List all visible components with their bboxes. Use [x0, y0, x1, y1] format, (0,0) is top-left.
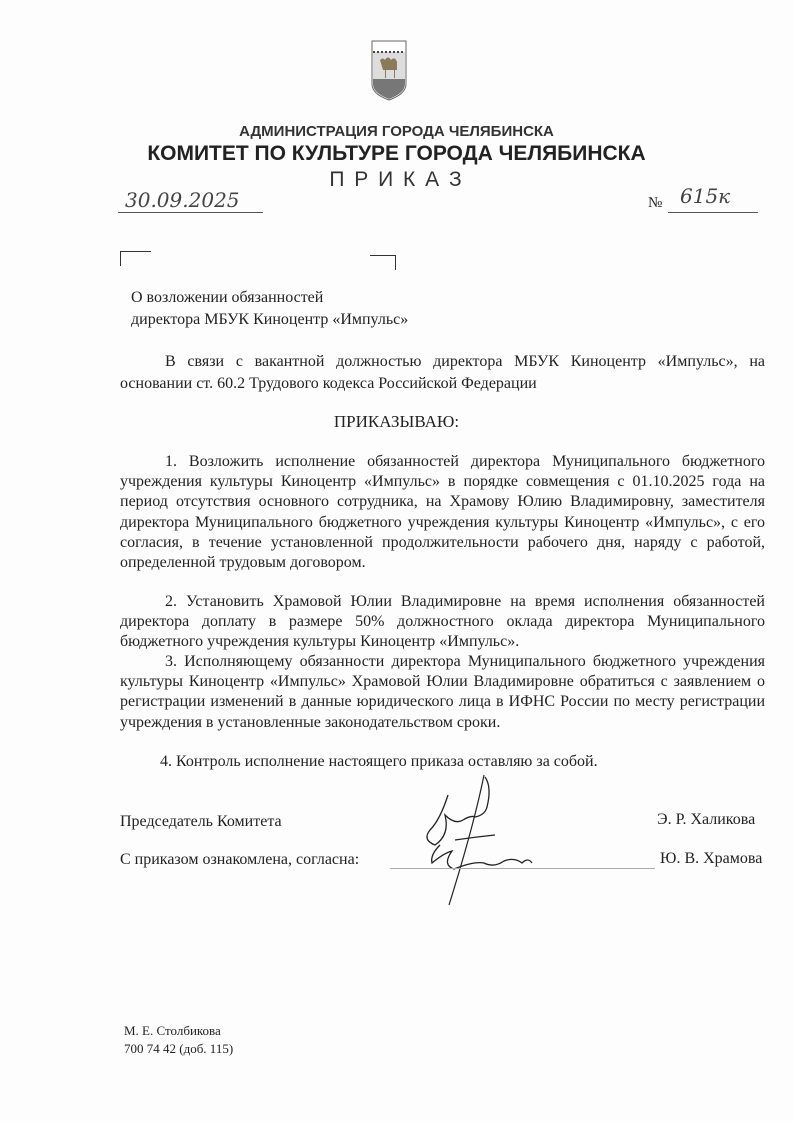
administration-heading: АДМИНИСТРАЦИЯ ГОРОДА ЧЕЛЯБИНСКА — [239, 123, 554, 140]
handwritten-number: 615к — [680, 184, 731, 208]
order-word: ПРИКАЗЫВАЮ: — [333, 412, 460, 431]
acknowledgement-label: С приказом ознакомлена, согласна: — [120, 851, 360, 868]
acknowledgement-name: Ю. В. Храмова — [660, 850, 763, 867]
order-subject — [131, 287, 408, 331]
handwritten-date: 30.09.2025 — [125, 188, 240, 212]
subject-line: директора МБУК Киноцентр «Импульс» — [131, 311, 409, 328]
chair-name: Э. Р. Халикова — [657, 811, 756, 828]
executor-phone: 700 74 42 (доб. 115) — [124, 1041, 234, 1056]
order-item-3: 3. Исполняющему обязанности директора Муниципального бюджетного учреждения культуры Киноцентр «Импульс» Храмовой Юлии Владимировне обратиться с заявлением о регистрации изменений в данные юридического лица в ИФНС России по месту регистрации учреждения в установленные законодательством сроки. — [120, 653, 765, 731]
document-type-heading: П Р И К А З — [329, 168, 464, 191]
order-item-1: 1. Возложить исполнение обязанностей директора Муниципального бюджетного учреждения культуры Киноцентр «Импульс» в порядке совмещения с 01.10.2025 года на период отсутствия основного сотрудника, на Храмову Юлию Владимировну, заместителя директора Муниципального бюджетного учреждения культуры Киноцентр «Импульс», с его согласия, в течение установленной продолжительности рабочего дня, наряду с работой, определенной трудовым договором. — [120, 453, 765, 572]
subject-line: О возложении обязанностей — [131, 289, 324, 306]
preamble: В связи с вакантной должностью директора МБУК Киноцентр «Импульс», на основании ст. 60.2 Трудового кодекса Российской Федерации — [120, 353, 765, 392]
number-sign: № — [648, 195, 663, 211]
bracket-right — [370, 255, 396, 270]
executor-name: М. Е. Столбикова — [124, 1023, 221, 1038]
city-coat-of-arms-logo — [371, 40, 407, 102]
handwritten-signatures — [420, 775, 560, 910]
order-item-4: 4. Контроль исполнение настоящего приказа оставляю за собой. — [160, 753, 598, 770]
chair-title: Председатель Комитета — [120, 813, 282, 830]
bracket-left — [120, 251, 151, 266]
order-item-2: 2. Установить Храмовой Юлии Владимировне на время исполнения обязанностей директора доплату в размере 50% должностного оклада директора Муниципального бюджетного учреждения культуры Киноцентр «Импульс». — [120, 593, 765, 651]
committee-heading: КОМИТЕТ ПО КУЛЬТУРЕ ГОРОДА ЧЕЛЯБИНСКА — [147, 142, 646, 165]
